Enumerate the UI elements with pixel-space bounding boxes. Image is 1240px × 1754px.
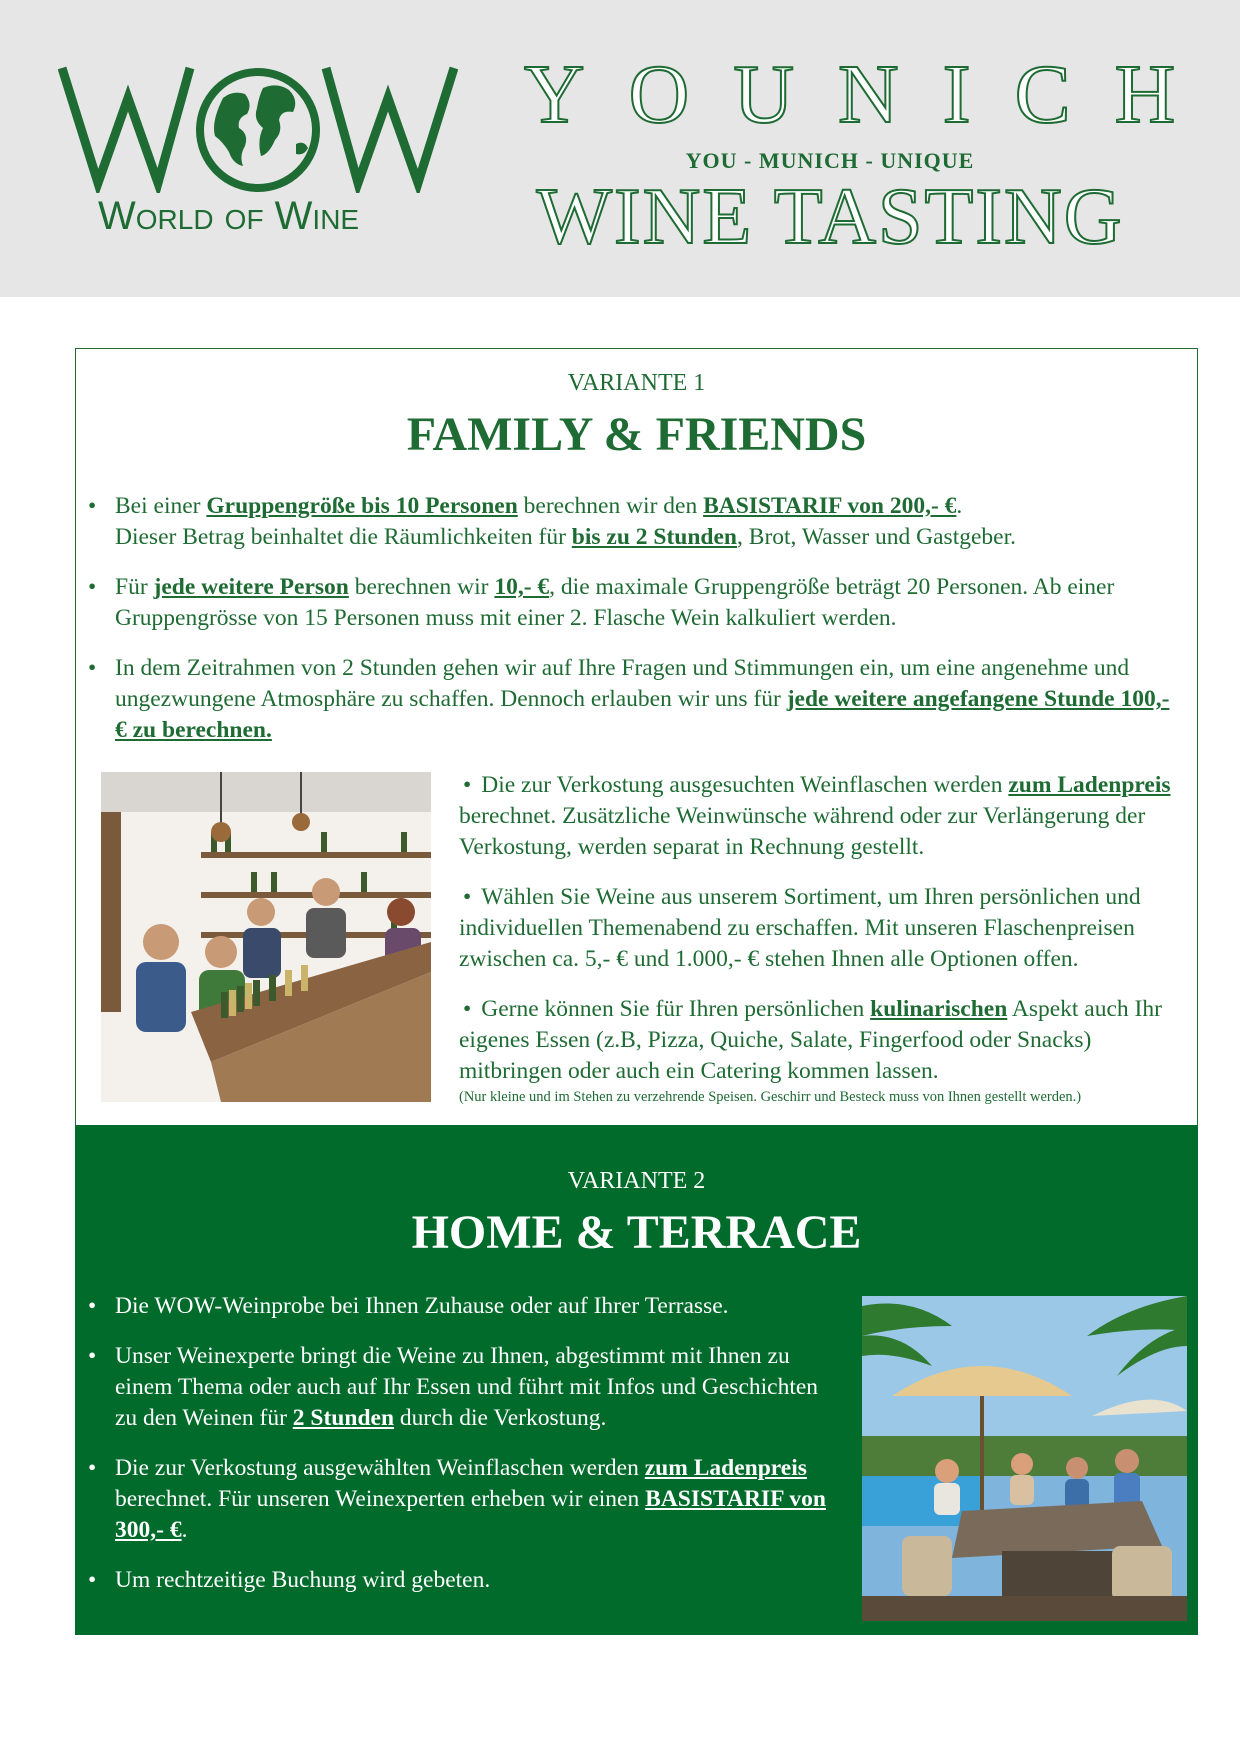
variante-2-section [75, 1125, 1198, 1635]
highlight-text: BASISTARIF von 300,- € [115, 1486, 826, 1543]
variante-1-list [76, 491, 1186, 765]
list-item: • Die zur Verkostung ausgewählten Weinflaschen werden zum Ladenpreis berechnet. Für unseren Weinexperten erheben wir einen BASISTARIF von 300,- €. [76, 1453, 846, 1546]
highlight-text: kulinarischen [870, 996, 1008, 1022]
highlight-text: 10,- € [494, 574, 550, 600]
highlight-text: 2 Stunden [292, 1405, 395, 1431]
variante-1-side-list [459, 770, 1189, 1124]
highlight-text: jede weitere angefangene Stunde 100,- € zu berechnen. [115, 686, 1170, 743]
terrace-illustration [862, 1296, 1187, 1621]
variante-1-title: FAMILY & FRIENDS [406, 408, 867, 461]
variante-1-section [75, 348, 1198, 1125]
wow-logo [58, 58, 458, 248]
highlight-text: jede weitere Person [153, 574, 349, 600]
list-item: • Wählen Sie Weine aus unserem Sortiment, um Ihren persönlichen und individuellen Themenabend zu erschaffen. Mit unseren Flaschenpreisen zwischen ca. 5,- € und 1.000,- € stehen Ihnen alle Optionen offen. [459, 884, 1141, 972]
highlight-text: bis zu 2 Stunden [571, 524, 738, 550]
variante-1-label: VARIANTE 1 [567, 370, 706, 396]
list-item: • In dem Zeitrahmen von 2 Stunden gehen wir auf Ihre Fragen und Stimmungen ein, um eine angenehme und ungezwungene Atmosphäre zu schaffen. Dennoch erlauben wir uns für jede weitere angefangene Stunde 100,- € zu berechnen. [76, 653, 1186, 746]
list-item: • Um rechtzeitige Buchung wird gebeten. [76, 1565, 846, 1596]
variante-2-list [76, 1291, 846, 1615]
list-item: • Die zur Verkostung ausgesuchten Weinflaschen werden zum Ladenpreis berechnet. Zusätzliche Weinwünsche während oder zur Verlängerung der Verkostung, werden separat in Rechnung gestellt. [459, 772, 1171, 860]
list-item: • Bei einer Gruppengröße bis 10 Personen berechnen wir den BASISTARIF von 200,- €. Dieser Betrag beinhaltet die Räumlichkeiten für bis zu 2 Stunden, Brot, Wasser und Gastgeber. [76, 491, 1186, 553]
bullet-glyph: • [463, 884, 472, 910]
brand-block [480, 48, 1220, 261]
brand-title: YOUNICH [524, 48, 1220, 141]
footnote: (Nur kleine und im Stehen zu verzehrende Speisen. Geschirr und Besteck muss von Ihnen gestellt werden.) [459, 1089, 1082, 1105]
logo-subtitle: World of Wine [98, 194, 360, 238]
highlight-text: Gruppengröße bis 10 Personen [206, 493, 518, 519]
header-banner [0, 0, 1240, 297]
variante-2-title: HOME & TERRACE [411, 1206, 862, 1259]
bullet-glyph: • [463, 772, 472, 798]
highlight-text: zum Ladenpreis [644, 1455, 807, 1481]
globe-logo-icon [58, 58, 458, 193]
highlight-text: zum Ladenpreis [1008, 772, 1171, 798]
bullet-glyph: • [463, 996, 472, 1022]
list-item: • Gerne können Sie für Ihren persönlichen kulinarischen Aspekt auch Ihr eigenes Essen (z.B, Pizza, Quiche, Salate, Fingerfood oder Snacks) mitbringen oder auch ein Catering kommen lassen. (Nur kleine und im Stehen zu verzehrende Speisen. Geschirr und Besteck muss von Ihnen gestellt werden.) [459, 994, 1189, 1105]
brand-tagline: YOU - MUNICH - UNIQUE [685, 148, 975, 173]
list-item: • Unser Weinexperte bringt die Weine zu Ihnen, abgestimmt mit Ihnen zu einem Thema oder auch auf Ihr Essen und führt mit Infos und Geschichten zu den Weinen für 2 Stunden durch die Verkostung. [76, 1341, 846, 1434]
wine-bar-illustration [101, 772, 431, 1102]
highlight-text: BASISTARIF von 200,- € [703, 493, 957, 519]
list-item: • Die WOW-Weinprobe bei Ihnen Zuhause oder auf Ihrer Terrasse. [76, 1291, 846, 1322]
brand-subtitle: WINE TASTING [536, 173, 1124, 261]
variante-2-label: VARIANTE 2 [567, 1168, 706, 1194]
list-item: • Für jede weitere Person berechnen wir 10,- €, die maximale Gruppengröße beträgt 20 Personen. Ab einer Gruppengrösse von 15 Personen muss mit einer 2. Flasche Wein kalkuliert werden. [76, 572, 1186, 634]
